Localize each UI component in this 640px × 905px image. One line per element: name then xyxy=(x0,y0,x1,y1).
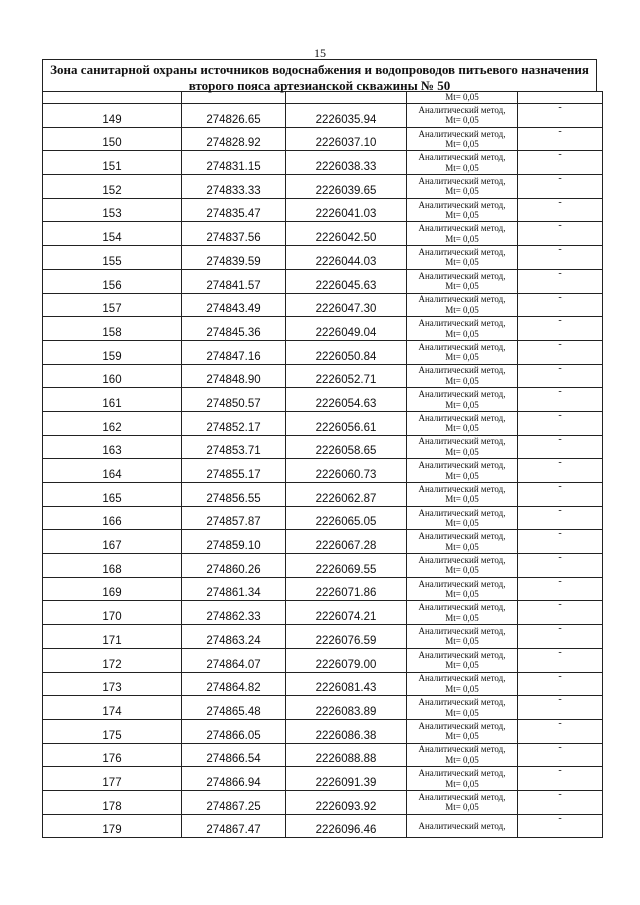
table-header xyxy=(42,59,597,91)
cell-mark: - xyxy=(518,317,603,341)
cell-method xyxy=(407,388,518,412)
cell-method xyxy=(407,506,518,530)
table-row xyxy=(43,719,603,743)
cell-y: 2226093.92 xyxy=(286,790,407,814)
cell-x: 274853.71 xyxy=(182,435,286,459)
method-value: Mt= 0,05 xyxy=(445,589,479,600)
cell-method xyxy=(407,222,518,246)
table-row xyxy=(43,577,603,601)
cell-y: 2226045.63 xyxy=(286,269,407,293)
method-label: Аналитический метод, xyxy=(418,199,506,210)
cell-y: 2226060.73 xyxy=(286,459,407,483)
cell-mark: - xyxy=(518,625,603,649)
method-value: Mt= 0,05 xyxy=(445,446,479,457)
method-label: Аналитический метод, xyxy=(418,507,506,518)
method-label: Аналитический метод, xyxy=(418,697,506,708)
cell-number: 154 xyxy=(43,222,182,246)
cell-method xyxy=(407,625,518,649)
cell-x: 274848.90 xyxy=(182,364,286,388)
table-row xyxy=(43,293,603,317)
method-value: Mt= 0,05 xyxy=(445,304,479,315)
cell-y: 2226069.55 xyxy=(286,554,407,578)
cell-mark: - xyxy=(518,198,603,222)
table-row xyxy=(43,672,603,696)
method-value: Mt= 0,05 xyxy=(445,375,479,386)
cell-x: 274862.33 xyxy=(182,601,286,625)
cell-y: 2226038.33 xyxy=(286,151,407,175)
method-label: Аналитический метод, xyxy=(418,412,506,423)
method-label: Аналитический метод, xyxy=(418,436,506,447)
method-label: Аналитический метод, xyxy=(418,768,506,779)
method-value: Mt= 0,05 xyxy=(445,683,479,694)
method-value: Mt= 0,05 xyxy=(445,186,479,197)
cell-mark: - xyxy=(518,506,603,530)
cell-mark: - xyxy=(518,814,603,838)
cell-number: 169 xyxy=(43,577,182,601)
cell-y: 2226091.39 xyxy=(286,767,407,791)
cell-method xyxy=(407,269,518,293)
cell-x: 274861.34 xyxy=(182,577,286,601)
table-row xyxy=(43,696,603,720)
table-row xyxy=(43,340,603,364)
cell-x: 274843.49 xyxy=(182,293,286,317)
cell-mark: - xyxy=(518,293,603,317)
method-value: Mt= 0,05 xyxy=(445,233,479,244)
table-row xyxy=(43,151,603,175)
method-label: Аналитический метод, xyxy=(418,175,506,186)
cell-mark: - xyxy=(518,554,603,578)
cell-y: 2226062.87 xyxy=(286,483,407,507)
cell-number: 167 xyxy=(43,530,182,554)
method-value: Mt= 0,05 xyxy=(445,541,479,552)
method-value: Mt= 0,05 xyxy=(445,731,479,742)
table-row xyxy=(43,554,603,578)
table-row xyxy=(43,435,603,459)
method-label: Аналитический метод, xyxy=(418,625,506,636)
table-row xyxy=(43,269,603,293)
cell-mark: - xyxy=(518,411,603,435)
cell-method xyxy=(407,459,518,483)
method-value: Mt= 0,05 xyxy=(445,802,479,813)
cell-x: 274855.17 xyxy=(182,459,286,483)
method-value: Mt= 0,05 xyxy=(445,328,479,339)
method-value: Mt= 0,05 xyxy=(445,707,479,718)
method-value: Mt= 0,05 xyxy=(445,257,479,268)
cell-x: 274856.55 xyxy=(182,483,286,507)
table-row xyxy=(43,625,603,649)
cell-number: 179 xyxy=(43,814,182,838)
cell-y: 2226041.03 xyxy=(286,198,407,222)
cell-mark: - xyxy=(518,743,603,767)
table-row xyxy=(43,530,603,554)
coordinates-table xyxy=(42,91,603,838)
method-value: Mt= 0,05 xyxy=(445,210,479,221)
cell-x: 274831.15 xyxy=(182,151,286,175)
cell-number: 162 xyxy=(43,411,182,435)
method-label: Аналитический метод, xyxy=(418,365,506,376)
method-value: Mt= 0,05 xyxy=(445,352,479,363)
cell-mark: - xyxy=(518,719,603,743)
method-label: Аналитический метод, xyxy=(418,673,506,684)
cell-y: 2226076.59 xyxy=(286,625,407,649)
method-label: Аналитический метод, xyxy=(418,531,506,542)
method-label: Аналитический метод, xyxy=(418,152,506,163)
cell-mark: - xyxy=(518,601,603,625)
method-label: Аналитический метод, xyxy=(418,460,506,471)
cell-x: 274852.17 xyxy=(182,411,286,435)
cell-number: 173 xyxy=(43,672,182,696)
cell-y: 2226071.86 xyxy=(286,577,407,601)
cell-y: 2226065.05 xyxy=(286,506,407,530)
cell-method xyxy=(407,719,518,743)
cell-y: 2226052.71 xyxy=(286,364,407,388)
cell-method xyxy=(407,293,518,317)
table-row xyxy=(43,104,603,128)
cell-method xyxy=(407,790,518,814)
cell-mark: - xyxy=(518,340,603,364)
cell-method xyxy=(407,246,518,270)
cell-x: 274864.07 xyxy=(182,648,286,672)
cell-mark: - xyxy=(518,767,603,791)
method-label: Аналитический метод, xyxy=(418,318,506,329)
cell-x: 274857.87 xyxy=(182,506,286,530)
cell-number: 175 xyxy=(43,719,182,743)
cell-method xyxy=(407,151,518,175)
cell-x: 274867.47 xyxy=(182,814,286,838)
cell-mark: - xyxy=(518,127,603,151)
cell-mark: - xyxy=(518,577,603,601)
method-value: Mt= 0,05 xyxy=(445,162,479,173)
cell-number: 178 xyxy=(43,790,182,814)
method-label: Аналитический метод, xyxy=(418,294,506,305)
cell-number: 160 xyxy=(43,364,182,388)
cell-method-value: Mt= 0,05 xyxy=(407,92,518,104)
cell-number: 156 xyxy=(43,269,182,293)
cell-x: 274866.94 xyxy=(182,767,286,791)
cell-mark: - xyxy=(518,483,603,507)
method-value: Mt= 0,05 xyxy=(445,139,479,150)
method-label: Аналитический метод, xyxy=(418,720,506,731)
method-value: Mt= 0,05 xyxy=(445,518,479,529)
method-value: Mt= 0,05 xyxy=(445,423,479,434)
table-row xyxy=(43,483,603,507)
method-value: Mt= 0,05 xyxy=(445,494,479,505)
cell-number: 150 xyxy=(43,127,182,151)
method-value: Mt= 0,05 xyxy=(445,115,479,126)
cell-number: 172 xyxy=(43,648,182,672)
cell-number: 159 xyxy=(43,340,182,364)
method-label: Аналитический метод, xyxy=(418,791,506,802)
cell-method xyxy=(407,767,518,791)
cell-mark: - xyxy=(518,388,603,412)
cell-x: 274860.26 xyxy=(182,554,286,578)
cell-number: 155 xyxy=(43,246,182,270)
table-row xyxy=(43,388,603,412)
cell-number: 158 xyxy=(43,317,182,341)
method-label: Аналитический метод, xyxy=(418,128,506,139)
cell-number: 157 xyxy=(43,293,182,317)
cell-method xyxy=(407,175,518,199)
cell-mark: - xyxy=(518,790,603,814)
method-label: Аналитический метод, xyxy=(418,270,506,281)
cell-mark: - xyxy=(518,246,603,270)
cell-y: 2226083.89 xyxy=(286,696,407,720)
method-label: Аналитический метод, xyxy=(418,483,506,494)
cell-method xyxy=(407,648,518,672)
table-row xyxy=(43,127,603,151)
table-row xyxy=(43,814,603,838)
cell-method xyxy=(407,340,518,364)
cell-method xyxy=(407,104,518,128)
cell-number: 164 xyxy=(43,459,182,483)
cell-x: 274866.54 xyxy=(182,743,286,767)
cell-method xyxy=(407,364,518,388)
method-value: Mt= 0,05 xyxy=(445,660,479,671)
method-label: Аналитический метод, xyxy=(418,223,506,234)
cell-number: 151 xyxy=(43,151,182,175)
cell-y: 2226074.21 xyxy=(286,601,407,625)
cell-y: 2226056.61 xyxy=(286,411,407,435)
cell-y: 2226035.94 xyxy=(286,104,407,128)
cell-method xyxy=(407,554,518,578)
table-row xyxy=(43,364,603,388)
cell-x: 274837.56 xyxy=(182,222,286,246)
cell-y: 2226086.38 xyxy=(286,719,407,743)
cell-y: 2226044.03 xyxy=(286,246,407,270)
document-sheet xyxy=(42,59,597,838)
cell-number: 177 xyxy=(43,767,182,791)
cell-y: 2226058.65 xyxy=(286,435,407,459)
cell-mark: - xyxy=(518,648,603,672)
table-row xyxy=(43,790,603,814)
table-row xyxy=(43,648,603,672)
cell-method xyxy=(407,411,518,435)
cell-method xyxy=(407,696,518,720)
cell-mark: - xyxy=(518,459,603,483)
cell-method xyxy=(407,530,518,554)
table-row xyxy=(43,506,603,530)
cell-number: 174 xyxy=(43,696,182,720)
method-label: Аналитический метод, xyxy=(418,649,506,660)
cell-y: 2226042.50 xyxy=(286,222,407,246)
cell-y: 2226037.10 xyxy=(286,127,407,151)
cell-y: 2226088.88 xyxy=(286,743,407,767)
cell-method xyxy=(407,743,518,767)
method-label: Аналитический метод, xyxy=(418,389,506,400)
cell-number xyxy=(43,92,182,104)
method-label: Аналитический метод, xyxy=(418,744,506,755)
cell-x: 274866.05 xyxy=(182,719,286,743)
cell-mark: - xyxy=(518,222,603,246)
cell-number: 168 xyxy=(43,554,182,578)
cell-method xyxy=(407,577,518,601)
header-title-line-1: Зона санитарной охраны источников водоснабжения и водопроводов питьевого назначения xyxy=(50,62,589,77)
cell-x: 274864.82 xyxy=(182,672,286,696)
header-title-line-2: второго пояса артезианской скважины № 50 xyxy=(188,78,451,93)
cell-method xyxy=(407,672,518,696)
cell-x: 274826.65 xyxy=(182,104,286,128)
cell-y: 2226050.84 xyxy=(286,340,407,364)
cell-mark: - xyxy=(518,364,603,388)
cell-x: 274845.36 xyxy=(182,317,286,341)
cell-x: 274828.92 xyxy=(182,127,286,151)
method-value: Mt= 0,05 xyxy=(445,470,479,481)
cell-mark: - xyxy=(518,151,603,175)
cell-method xyxy=(407,483,518,507)
cell-method xyxy=(407,127,518,151)
cell-number: 176 xyxy=(43,743,182,767)
cell-number: 161 xyxy=(43,388,182,412)
method-label: Аналитический метод, xyxy=(418,578,506,589)
cell-method xyxy=(407,435,518,459)
cell-method xyxy=(407,601,518,625)
cell-x: 274841.57 xyxy=(182,269,286,293)
method-value: Mt= 0,05 xyxy=(445,778,479,789)
cell-x: 274865.48 xyxy=(182,696,286,720)
method-label: Аналитический метод, xyxy=(418,554,506,565)
cell-y: 2226039.65 xyxy=(286,175,407,199)
cell-x: 274850.57 xyxy=(182,388,286,412)
cell-y: 2226049.04 xyxy=(286,317,407,341)
table-row xyxy=(43,317,603,341)
cell-method xyxy=(407,198,518,222)
cell-mark xyxy=(518,92,603,104)
cell-y: 2226081.43 xyxy=(286,672,407,696)
cell-number: 152 xyxy=(43,175,182,199)
cell-x: 274835.47 xyxy=(182,198,286,222)
table-row xyxy=(43,246,603,270)
table-row xyxy=(43,601,603,625)
table-row xyxy=(43,743,603,767)
cell-mark: - xyxy=(518,104,603,128)
cell-mark: - xyxy=(518,696,603,720)
method-value: Mt= 0,05 xyxy=(445,612,479,623)
cell-y: 2226079.00 xyxy=(286,648,407,672)
cell-x: 274863.24 xyxy=(182,625,286,649)
method-value: Mt= 0,05 xyxy=(445,399,479,410)
cell-mark: - xyxy=(518,672,603,696)
page-number: 15 xyxy=(314,46,326,60)
cell-number: 149 xyxy=(43,104,182,128)
method-label: Аналитический метод, xyxy=(418,602,506,613)
table-row xyxy=(43,459,603,483)
method-label: Аналитический метод, xyxy=(418,104,506,115)
cell-y: 2226054.63 xyxy=(286,388,407,412)
method-label: Аналитический метод, xyxy=(418,341,506,352)
cell-y: 2226096.46 xyxy=(286,814,407,838)
table-row xyxy=(43,175,603,199)
cell-mark: - xyxy=(518,175,603,199)
method-label: Аналитический метод, xyxy=(418,820,506,831)
cell-mark: - xyxy=(518,530,603,554)
cell-x: 274867.25 xyxy=(182,790,286,814)
cell-number: 163 xyxy=(43,435,182,459)
cell-number: 153 xyxy=(43,198,182,222)
cell-number: 165 xyxy=(43,483,182,507)
method-value: Mt= 0,05 xyxy=(445,565,479,576)
cell-number: 170 xyxy=(43,601,182,625)
cell-method xyxy=(407,814,518,838)
table-row xyxy=(43,222,603,246)
cell-mark: - xyxy=(518,435,603,459)
method-value: Mt= 0,05 xyxy=(445,754,479,765)
method-value: Mt= 0,05 xyxy=(445,281,479,292)
cell-x: 274847.16 xyxy=(182,340,286,364)
cell-y: 2226067.28 xyxy=(286,530,407,554)
cell-number: 171 xyxy=(43,625,182,649)
cell-y: 2226047.30 xyxy=(286,293,407,317)
method-label: Аналитический метод, xyxy=(418,246,506,257)
cell-number: 166 xyxy=(43,506,182,530)
cell-x: 274859.10 xyxy=(182,530,286,554)
table-row xyxy=(43,411,603,435)
cell-x: 274839.59 xyxy=(182,246,286,270)
table-row xyxy=(43,767,603,791)
cell-method xyxy=(407,317,518,341)
cell-x: 274833.33 xyxy=(182,175,286,199)
table-row xyxy=(43,198,603,222)
method-value: Mt= 0,05 xyxy=(445,636,479,647)
cell-mark: - xyxy=(518,269,603,293)
